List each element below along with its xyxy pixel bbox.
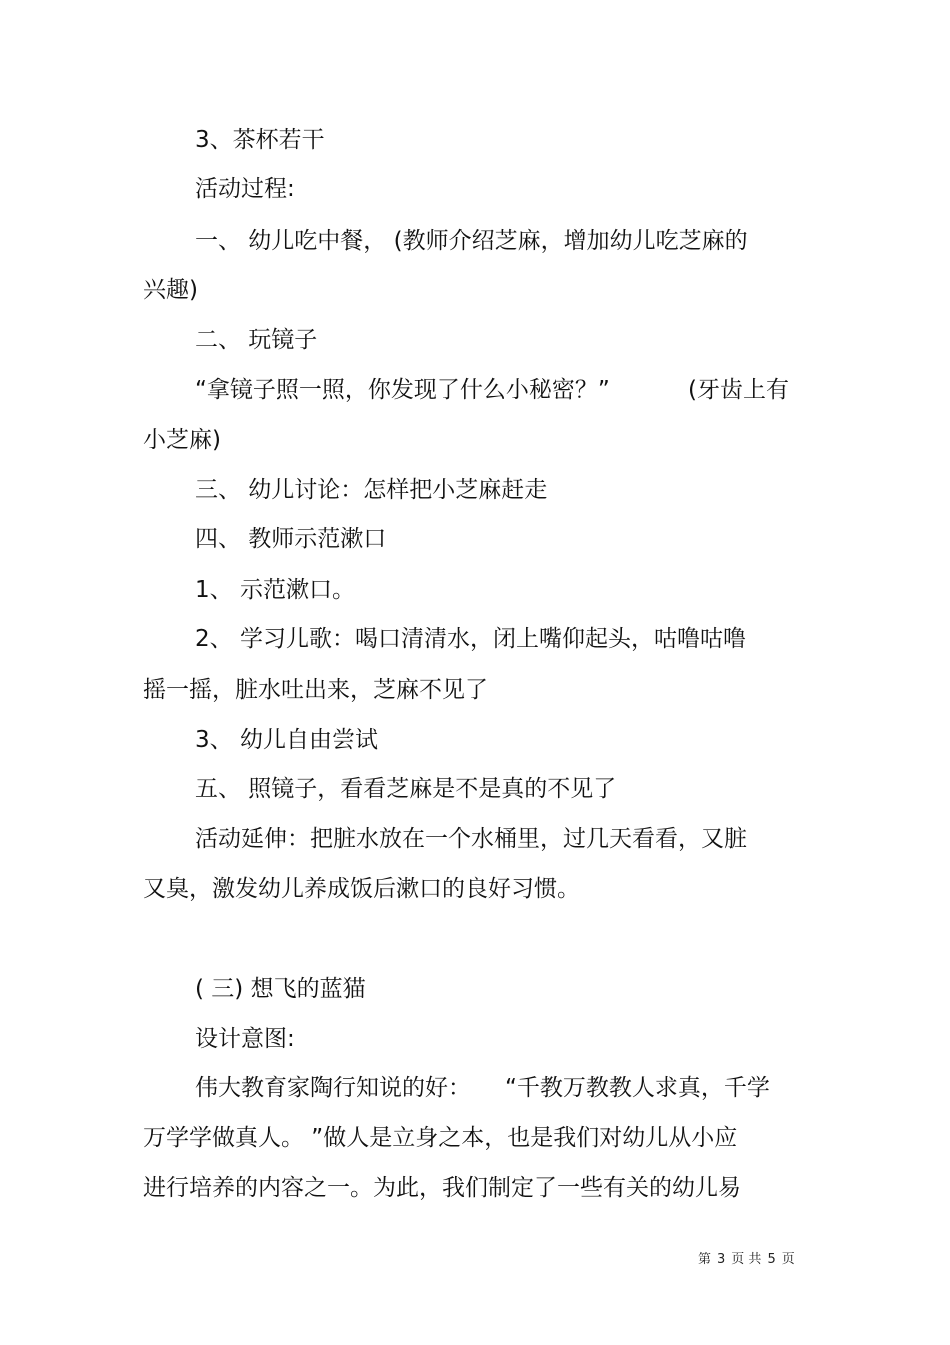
text-line: 设计意图: [195, 1026, 295, 1052]
text-line: 活动过程: [195, 176, 295, 202]
text-line: 3、茶杯若干 [195, 127, 325, 153]
text-line: 万学学做真人。 ”做人是立身之本，也是我们对幼儿从小应 [143, 1125, 738, 1151]
text-line: 一、 幼儿吃中餐， (教师介绍芝麻，增加幼儿吃芝麻的 [195, 228, 748, 254]
text-line: 进行培养的内容之一。为此，我们制定了一些有关的幼儿易 [143, 1175, 741, 1201]
page-label-mid: 页 共 [731, 1252, 762, 1267]
text-line: “千教万教教人求真，千学 [505, 1075, 770, 1101]
text-line: 又臭，激发幼儿养成饭后漱口的良好习惯。 [143, 876, 580, 902]
text-line: 二、 玩镜子 [195, 327, 318, 353]
text-line: 兴趣) [143, 277, 198, 303]
text-line: 伟大教育家陶行知说的好： [195, 1075, 471, 1101]
total-pages-number: 5 [767, 1252, 776, 1267]
text-line: 1、 示范漱口。 [195, 577, 355, 603]
page-label-prefix: 第 [698, 1252, 712, 1267]
text-line: 三、 幼儿讨论：怎样把小芝麻赶走 [195, 477, 548, 503]
page-number-footer [698, 1251, 801, 1269]
text-line: 摇一摇，脏水吐出来，芝麻不见了 [143, 677, 488, 703]
text-line: “拿镜子照一照，你发现了什么小秘密？” [195, 377, 610, 403]
text-line: 3、 幼儿自由尝试 [195, 727, 378, 753]
current-page-number: 3 [717, 1252, 726, 1267]
section-heading: ( 三) 想飞的蓝猫 [195, 976, 366, 1002]
text-line: 四、 教师示范漱口 [195, 526, 387, 552]
text-line: (牙齿上有 [688, 377, 789, 403]
text-line: 小芝麻) [143, 427, 221, 453]
page-label-suffix: 页 [781, 1252, 795, 1267]
text-line: 五、 照镜子，看看芝麻是不是真的不见了 [195, 776, 617, 802]
text-line: 2、 学习儿歌：喝口清清水，闭上嘴仰起头，咕噜咕噜 [195, 626, 746, 652]
text-line: 活动延伸：把脏水放在一个水桶里，过几天看看，又脏 [195, 826, 747, 852]
